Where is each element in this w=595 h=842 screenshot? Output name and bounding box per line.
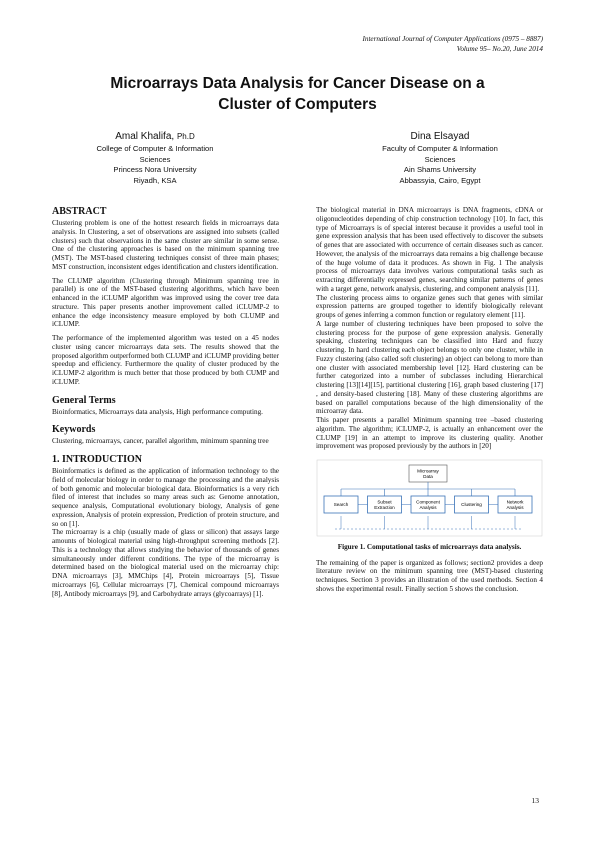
task-label: Search <box>333 502 349 508</box>
abstract-paragraph: The CLUMP algorithm (Clustering through Minimum spanning tree in parallel) is one of the MST-based clustering algorithms, which have been enhanced in the iCLUMP algorithm was improved using the cover tree data structure. This paper presents another improvement called iCLUMP-2 to enhance the edge inconsistency measure employed by both CLUMP and iCLUMP. <box>52 276 279 329</box>
task-label: Analysis <box>506 504 524 510</box>
abstract-paragraph: The performance of the implemented algorithm was tested on a 45 nodes cluster using cancer microarrays data sets. The results showed that the proposed algorithm outperformed both CLUMP and iCLUMP providing better speedup and efficiency. Furthermore the quality of cluster produced by the iCLUMP-2 algorithm is much better that those produced by both CUMP and iCLUMP. <box>52 334 279 386</box>
task-label: Clustering <box>461 502 482 508</box>
task-label: Analysis <box>419 504 437 510</box>
author-block-1 <box>40 130 270 186</box>
introduction-heading: 1. INTRODUCTION <box>52 454 143 465</box>
page-number: 13 <box>531 796 539 805</box>
title-line-2: Cluster of Computers <box>218 96 377 113</box>
paper-title <box>50 73 545 115</box>
journal-header <box>362 34 543 54</box>
author-block-2 <box>325 130 555 186</box>
affiliation-line: Riyadh, KSA <box>133 175 177 185</box>
body-paragraph: The clustering process aims to organize genes such that genes with similar expression patterns are grouped together to identify biologically relevant groups of genes inferring a common function or regulatory element [11]. <box>316 293 543 319</box>
left-column <box>52 206 279 603</box>
author-name: Amal Khalifa, <box>115 131 175 142</box>
affiliation-line: Sciences <box>139 154 171 164</box>
abstract-paragraph: Clustering problem is one of the hottest research fields in microarrays data analysis. In Clustering, a set of observations are assigned into subsets (called clusters) such that observations in the same cluster are similar in some sense. One of the clustering approaches is based on the minimum spanning tree (MST). The MST-based clustering techniques consist of three main phases; MST construction, inconsistent edges identification and clusters identification. <box>52 219 279 271</box>
body-paragraph: A large number of clustering techniques have been proposed to solve the clustering process for the purpose of gene expression analysis. Generally speaking, clustering techniques can be classified into Hard and fuzzy clustering. In hard clustering each object belongs to only one cluster, while in Fuzzy clustering (also called soft clustering) an object can belong to more than one cluster with associated membership level [12]. Hard clustering can be further categorized into a number of subclasses including Hierarchical clustering [13][14][15], partitional clustering [16], graph based clustering [17] , and density-based clustering [18]. Many of these clustering algorithms are based on parallel computations because of the high dimensionality of the microarray data. <box>316 319 543 416</box>
keywords-heading: Keywords <box>52 424 96 436</box>
intro-paragraph: The microarray is a chip (usually made of glass or silicon) that assays large amounts of biological material using high-throughput screening methods [2]. This is a technology that allows studying the behavior of thousands of genes simultaneously under different conditions. The type of the microarray is determined based on the biological material used on the microarray chip: DNA microarrays [3], MMChips [4], Protein microarrays [5], Tissue microarrays [6], Cellular microarrays [7], Chemical compound microarrays [8], Antibody microarrays [9], and Carbohydrate arrays (glycoarrays) [1]. <box>52 528 279 598</box>
abstract-heading: ABSTRACT <box>52 206 107 217</box>
task-label: Extraction <box>374 504 395 510</box>
general-terms-heading: General Terms <box>52 394 116 406</box>
affiliation-line: Faculty of Computer & Information <box>382 144 498 153</box>
figure-caption: Figure 1. Computational tasks of microarrays data analysis. <box>337 543 522 551</box>
intro-paragraph: Bioinformatics is defined as the application of information technology to the field of molecular biology in order to manage the processing and the analysis of both genomic and molecular biological data. Bioinformatics is a very rich filed of interest that includes so many areas such as: Genome annotation, sequence analysis, Computational evolutionary biology, Analysis of gene expression, Analysis of protein expression, Prediction of protein structure, and so on [1]. <box>52 467 279 528</box>
affiliation-line: Sciences <box>424 154 456 164</box>
author-degree: Ph.D <box>176 132 195 141</box>
general-terms-text: Bioinformatics, Microarrays data analysis, High performance computing. <box>52 407 263 416</box>
affiliation-line: Abbassyia, Cairo, Egypt <box>399 175 481 185</box>
figure-1 <box>316 459 543 537</box>
keywords-text: Clustering, microarrays, cancer, parallel algorithm, minimum spanning tree <box>52 437 269 446</box>
body-paragraph: The biological material in DNA microarrays is DNA fragments, cDNA or oligonucleotides depending of chip construction technology [10]. In fact, this type of Microarrays is of special interest because it provides a useful tool in gene expression analysis that has been used effectively to discover the subsets of genes that are associated with occurrence of certain diseases such as cancer. However, the analysis of the microarrays data remains a big challenge because of the huge volume of data it produces. As shown in Fig. 1 The analysis process of microarrays data involves various computational tasks such as extracting differentially expressed genes, searching similar patterns of genes with a target gene, network analysis, clustering, and component analysis [11]. <box>316 206 543 293</box>
affiliation-line: College of Computer & Information <box>96 144 214 153</box>
author-name: Dina Elsayad <box>410 131 470 142</box>
microarray-tasks-diagram <box>316 459 543 537</box>
affiliation-line: Ain Shams University <box>403 165 477 175</box>
task-label: Component <box>416 499 440 505</box>
affiliation-line: Princess Nora University <box>113 165 197 175</box>
body-paragraph: The remaining of the paper is organized as follows; section2 provides a deep literature review on the minimum spanning tree (MST)-based clustering techniques. Section 3 provides an illustration of the used methods. Section 4 shows the experimental result. Finally section 5 shows the conclusion. <box>316 558 543 593</box>
body-paragraph: This paper presents a parallel Minimum spanning tree –based clustering algorithm. The algorithm; iCLUMP-2, is actually an enhancement over the CLUMP [19] in an attempt to improve its clustering quality. Another improvement was proposed previously by the authors in [20] <box>316 416 543 451</box>
task-label: Subset <box>377 499 392 505</box>
right-column <box>316 206 543 594</box>
task-label: Network <box>506 499 524 505</box>
title-line-1: Microarrays Data Analysis for Cancer Disease on a <box>110 75 485 92</box>
journal-volume: Volume 95– No.20, June 2014 <box>456 45 543 53</box>
microarray-data-label: Microarray <box>417 468 439 474</box>
microarray-data-label: Data <box>423 473 433 479</box>
journal-name: International Journal of Computer Applications (0975 – 8887) <box>362 35 543 43</box>
